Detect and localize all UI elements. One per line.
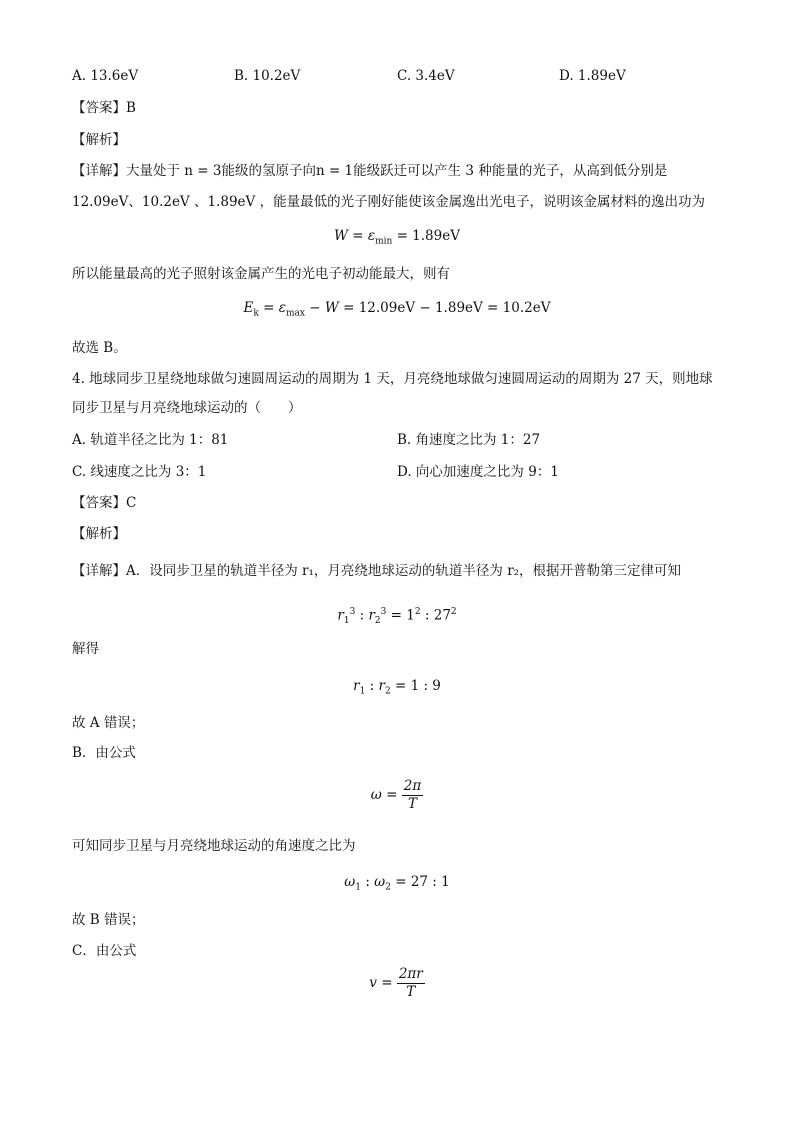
q4-equation-omega-ratio: $\omega_1$ : $\omega_2 = 27$ : 1: [344, 874, 450, 893]
q3-option-d: D. 1.89eV: [559, 68, 626, 84]
q4-wrong-b: 故 B 错误；: [72, 912, 145, 928]
q3-analysis-heading: 【解析】: [72, 132, 126, 148]
q3-option-c: C. 3.4eV: [397, 68, 455, 84]
q4-detail-a: 【详解】A．设同步卫星的轨道半径为 r₁，月亮绕地球运动的轨道半径为 r₂，根据开普勒第三定律可知: [72, 563, 682, 579]
q3-conclusion: 故选 B。: [72, 340, 127, 356]
q4-stem-line2: 同步卫星与月亮绕地球运动的（ ）: [72, 400, 302, 416]
q4-analysis-heading: 【解析】: [72, 526, 126, 542]
q4-b-formula-label: B．由公式: [72, 745, 136, 761]
q4-option-a: A. 轨道半径之比为 1：81: [72, 432, 229, 448]
q4-c-formula-label: C．由公式: [72, 943, 137, 959]
q3-equation-kinetic-energy: $E_k = \varepsilon_{max} - W = 12.09eV - 1.89eV = 10.2eV$: [243, 300, 551, 319]
q3-option-a: A. 13.6eV: [72, 68, 139, 84]
q4-equation-omega: ω = $\frac{2\pi}{T}$: [370, 778, 422, 812]
q4-b-text: 可知同步卫星与月亮绕地球运动的角速度之比为: [72, 838, 356, 854]
q4-answer: 【答案】C: [72, 495, 137, 511]
q3-answer: 【答案】B: [72, 100, 136, 116]
q4-solve-label: 解得: [72, 641, 99, 657]
q4-equation-velocity: v = $\frac{2\pi r}{T}$: [369, 966, 423, 1000]
q3-text-line3: 所以能量最高的光子照射该金属产生的光电子初动能最大，则有: [72, 266, 450, 282]
q3-detail-line1: 【详解】大量处于 n = 3能级的氢原子向n = 1能级跃迁可以产生 3 种能量的光子，从高到低分别是: [72, 163, 668, 179]
q3-option-b: B. 10.2eV: [234, 68, 301, 84]
q4-option-c: C. 线速度之比为 3：1: [72, 464, 207, 480]
q3-equation-work-function: $W = \varepsilon_{min} = 1.89eV$: [334, 228, 460, 247]
q4-option-d: D. 向心加速度之比为 9：1: [397, 464, 559, 480]
q4-wrong-a: 故 A 错误；: [72, 715, 145, 731]
q4-option-b: B. 角速度之比为 1：27: [397, 432, 541, 448]
q4-equation-kepler: $r_1^3$ : $r_2^3 = 1^2$ : $27^2$: [337, 607, 457, 627]
q4-equation-radius-ratio: $r_1$ : $r_2 = 1$ : 9: [353, 678, 441, 697]
q4-stem-line1: 4. 地球同步卫星绕地球做匀速圆周运动的周期为 1 天，月亮绕地球做匀速圆周运动的周期为 27 天，则地球: [72, 371, 713, 387]
q3-detail-line2: 12.09eV、10.2eV 、1.89eV ，能量最低的光子刚好能使该金属逸出光电子，说明该金属材料的逸出功为: [72, 194, 706, 210]
